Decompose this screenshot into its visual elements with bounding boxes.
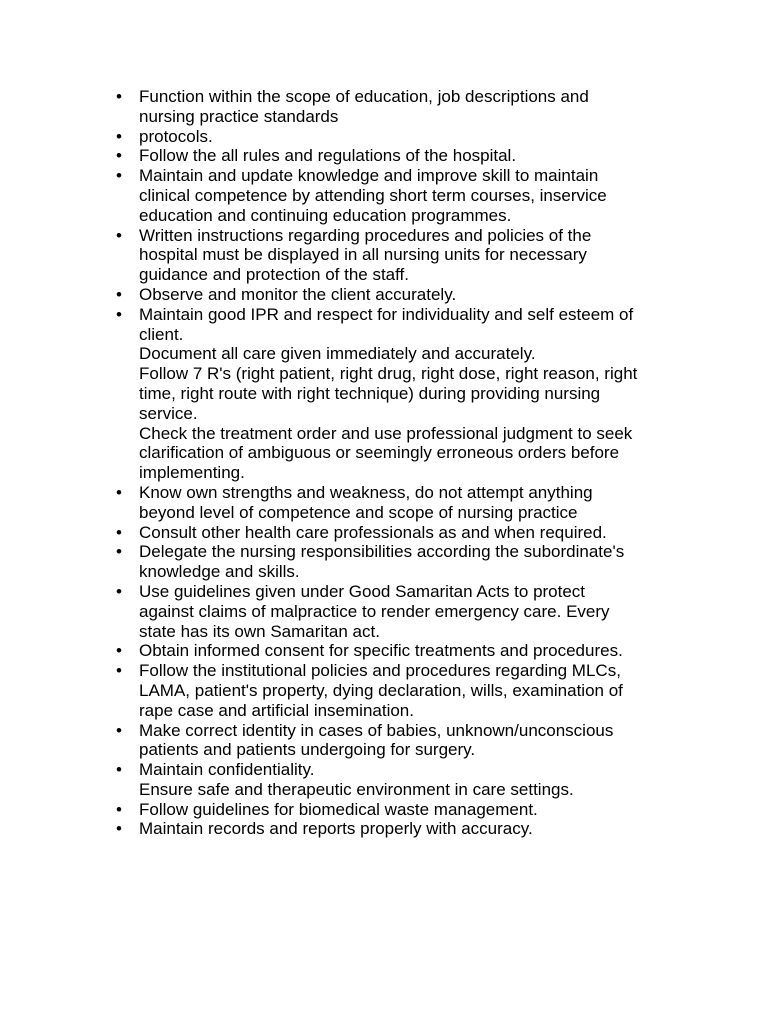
list-item-text: [139, 800, 678, 820]
list-item-text: [139, 166, 678, 225]
list-item-line: state has its own Samaritan act.: [139, 621, 380, 641]
list-item-line: Maintain good IPR and respect for individuality and self esteem of: [139, 304, 634, 324]
bullet-icon: •: [116, 819, 122, 839]
bullet-icon: •: [116, 166, 122, 186]
list-item: [113, 166, 678, 225]
list-item-line: Make correct identity in cases of babies, unknown/unconscious: [139, 720, 614, 740]
list-item: [113, 800, 678, 820]
list-item-line: time, right route with right technique) during providing nursing: [139, 383, 601, 403]
list-item: [113, 721, 678, 761]
list-item: [113, 760, 678, 800]
list-item-line: Consult other health care professionals as and when required.: [139, 522, 607, 542]
list-item-line: implementing.: [139, 463, 245, 483]
list-item-text: [139, 226, 678, 285]
bullet-icon: •: [116, 146, 122, 166]
list-item-line: Follow guidelines for biomedical waste management.: [139, 799, 538, 819]
bullet-icon: •: [116, 760, 122, 780]
bullet-icon: •: [116, 225, 122, 245]
list-item-text: [139, 661, 678, 720]
bullet-icon: •: [116, 641, 122, 661]
list-item-line: Ensure safe and therapeutic environment in care settings.: [139, 779, 574, 799]
list-item-line: Know own strengths and weakness, do not attempt anything: [139, 482, 593, 502]
list-item-line: Maintain records and reports properly with accuracy.: [139, 819, 533, 839]
list-item-line: clarification of ambiguous or seemingly erroneous orders before: [139, 443, 620, 463]
bullet-icon: •: [116, 522, 122, 542]
list-item-line: patients and patients undergoing for surgery.: [139, 740, 476, 760]
list-item: [113, 127, 678, 147]
list-item: [113, 523, 678, 543]
bullet-icon: •: [116, 304, 122, 324]
list-item: [113, 87, 678, 127]
bullet-list: [113, 87, 678, 839]
list-item-text: [139, 483, 678, 523]
list-item-line: Document all care given immediately and accurately.: [139, 344, 536, 364]
list-item-line: service.: [139, 403, 198, 423]
list-item: [113, 542, 678, 582]
list-item-text: [139, 87, 678, 127]
bullet-icon: •: [116, 284, 122, 304]
list-item-line: Use guidelines given under Good Samaritan Acts to protect: [139, 581, 586, 601]
bullet-icon: •: [116, 126, 122, 146]
list-item-line: Delegate the nursing responsibilities according the subordinate's: [139, 542, 625, 562]
list-item-line: education and continuing education programmes.: [139, 205, 512, 225]
list-item-line: protocols.: [139, 126, 213, 146]
list-item-line: Follow the institutional policies and procedures regarding MLCs,: [139, 661, 621, 681]
list-item-line: Function within the scope of education, job descriptions and: [139, 87, 589, 106]
list-item-line: beyond level of competence and scope of nursing practice: [139, 502, 578, 522]
list-item-text: [139, 760, 678, 800]
bullet-icon: •: [116, 542, 122, 562]
list-item-text: [139, 523, 678, 543]
list-item-line: clinical competence by attending short term courses, inservice: [139, 185, 607, 205]
bullet-icon: •: [116, 799, 122, 819]
list-item-text: [139, 542, 678, 582]
list-item-text: [139, 305, 678, 483]
list-item-text: [139, 721, 678, 761]
list-item-line: rape case and artificial insemination.: [139, 700, 414, 720]
list-item: [113, 641, 678, 661]
list-item: [113, 483, 678, 523]
list-item-line: knowledge and skills.: [139, 562, 300, 582]
bullet-icon: •: [116, 87, 122, 106]
list-item-line: against claims of malpractice to render emergency care. Every: [139, 601, 610, 621]
list-item-text: [139, 285, 678, 305]
list-item: [113, 661, 678, 720]
list-item: [113, 305, 678, 483]
bullet-icon: •: [116, 720, 122, 740]
list-item-line: Obtain informed consent for specific treatments and procedures.: [139, 641, 623, 661]
list-item-text: [139, 146, 678, 166]
list-item: [113, 819, 678, 839]
list-item-line: Follow 7 R's (right patient, right drug, right dose, right reason, right: [139, 364, 638, 384]
list-item: [113, 285, 678, 305]
list-item-line: Maintain confidentiality.: [139, 760, 315, 780]
list-item-line: Follow the all rules and regulations of the hospital.: [139, 146, 517, 166]
list-item-text: [139, 819, 678, 839]
list-item-line: Maintain and update knowledge and improve skill to maintain: [139, 166, 599, 186]
list-item: [113, 582, 678, 641]
list-item: [113, 146, 678, 166]
list-item-line: nursing practice standards: [139, 106, 339, 126]
bullet-icon: •: [116, 482, 122, 502]
list-item-text: [139, 641, 678, 661]
list-item-line: LAMA, patient's property, dying declaration, wills, examination of: [139, 680, 623, 700]
list-item-line: hospital must be displayed in all nursing units for necessary: [139, 245, 587, 265]
list-item: [113, 226, 678, 285]
list-item-text: [139, 127, 678, 147]
list-item-text: [139, 582, 678, 641]
list-item-line: Check the treatment order and use professional judgment to seek: [139, 423, 633, 443]
list-item-line: guidance and protection of the staff.: [139, 265, 409, 285]
bullet-icon: •: [116, 581, 122, 601]
bullet-icon: •: [116, 661, 122, 681]
list-item-line: Written instructions regarding procedures and policies of the: [139, 225, 592, 245]
list-item-line: client.: [139, 324, 184, 344]
list-item-line: Observe and monitor the client accurately.: [139, 284, 457, 304]
